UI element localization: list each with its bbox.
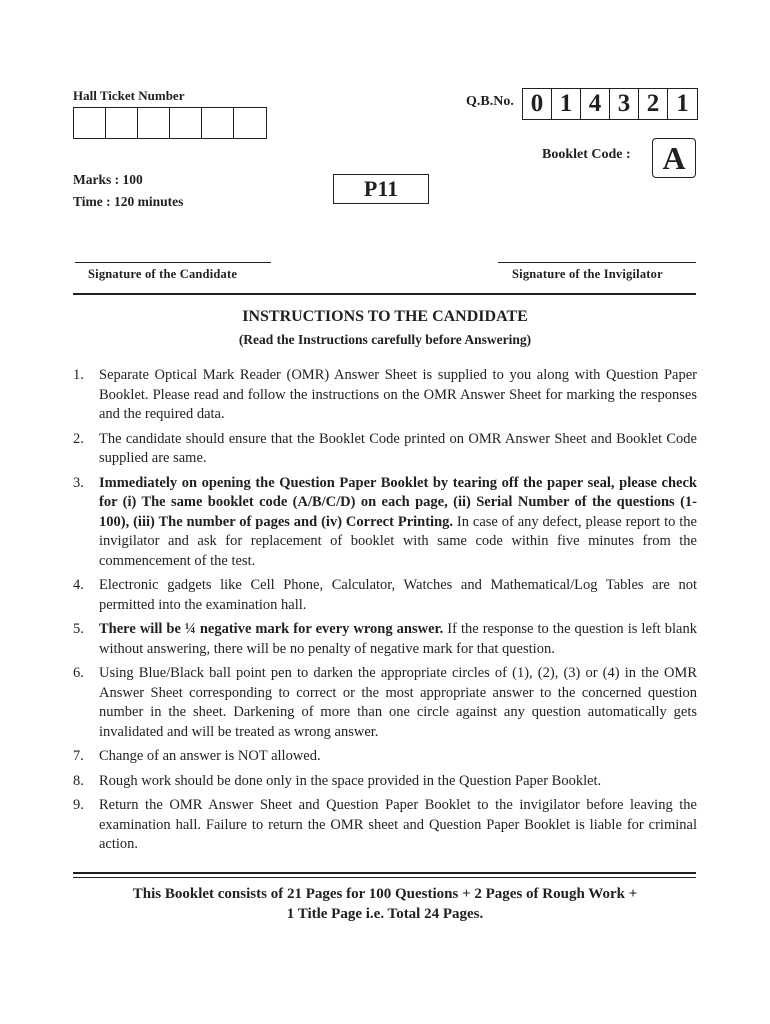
instruction-bold-text: There will be ¼ negative mark for every wrong answer. [99,621,444,637]
instruction-item [73,747,697,767]
instruction-number: 6. [73,665,84,681]
instruction-text [99,620,697,659]
hall-ticket-digit-box[interactable] [138,108,170,138]
instruction-text [99,747,697,767]
hall-ticket-digit-box[interactable] [170,108,202,138]
instruction-text [99,664,697,742]
paper-code-box: P11 [333,174,429,204]
instruction-body-text: In case of any defect, please report to the invigilator and ask for replacement of booklet with same code within five minutes from the commencement of the test. [99,513,697,569]
invigilator-signature-label: Signature of the Invigilator [512,267,663,281]
booklet-info-line-2: 1 Title Page i.e. Total 24 Pages. [286,906,484,922]
marks-text: Marks : 100 [73,172,143,187]
instructions-subtitle: (Read the Instructions carefully before Answering) [238,332,532,347]
instruction-text [99,576,697,615]
hall-ticket-digit-box[interactable] [74,108,106,138]
instruction-item [73,576,697,615]
qbno-digit: 1 [552,89,581,119]
instruction-number: 4. [73,577,84,593]
instruction-item [73,474,697,572]
instruction-body-text: Separate Optical Mark Reader (OMR) Answer Sheet is supplied to you along with Question Paper Booklet. Please read and follow the instructions on the OMR Answer Sheet for marking the responses and the required data. [99,367,697,422]
instruction-body-text: Return the OMR Answer Sheet and Question Paper Booklet to the invigilator before leaving the examination hall. Failure to return the OMR sheet and Question Paper Booklet is liable for criminal action. [99,797,697,852]
qbno-digit: 4 [581,89,610,119]
instruction-number: 1. [73,367,84,383]
instruction-body-text: Electronic gadgets like Cell Phone, Calculator, Watches and Mathematical/Log Tables are not permitted into the examination hall. [99,577,697,613]
booklet-code-label: Booklet Code : [542,147,631,162]
instruction-body-text: Change of an answer is NOT allowed. [99,748,321,764]
qbno-label: Q.B.No. [466,94,514,109]
instruction-number: 8. [73,772,84,789]
hall-ticket-digit-box[interactable] [106,108,138,138]
instruction-body-text: The candidate should ensure that the Booklet Code printed on OMR Answer Sheet and Booklet Code supplied are same. [99,430,697,466]
qbno-digit: 0 [523,89,552,119]
qbno-digit: 2 [639,89,668,119]
instruction-number: 7. [73,748,84,764]
instruction-bold-text: Immediately on opening the Question Paper Booklet by tearing off the paper seal, please check for (i) The same booklet code (A/B/C/D) on each page, (ii) Serial Number of the questions (1-100), (iii) The number of pages and (iv) Correct Printing. [99,474,697,530]
instruction-text [99,474,697,572]
hall-ticket-label: Hall Ticket Number [73,88,185,103]
hall-ticket-digit-box[interactable] [234,108,266,138]
instruction-text [99,366,697,425]
instruction-item [73,796,697,855]
instruction-number: 2. [73,430,84,447]
candidate-signature-label: Signature of the Candidate [88,267,238,281]
instruction-text [99,796,697,855]
footer-divider-thick [73,872,696,874]
instruction-text [99,772,697,792]
instruction-item [73,620,697,659]
time-text: Time : 120 minutes [73,194,184,209]
header-divider [73,293,696,295]
instruction-item [73,772,697,792]
candidate-signature-line[interactable] [75,262,271,263]
qbno-digit: 3 [610,89,639,119]
invigilator-signature-line[interactable] [498,262,696,263]
instruction-item [73,430,697,469]
instruction-body-text: Using Blue/Black ball point pen to darken the appropriate circles of (1), (2), (3) or (4) in the OMR Answer Sheet corresponding to correct or the most appropriate answer to the concerned question number in the sheet. Darkening of more than one circle against any question automatically gets invalidated and will be treated as wrong answer. [99,665,697,740]
booklet-info-line-1: This Booklet consists of 21 Pages for 100 Questions + 2 Pages of Rough Work + [132,886,638,902]
instruction-body-text: If the response to the question is left blank without answering, there will be no penalty of negative mark for that question. [99,621,697,657]
hall-ticket-digit-box[interactable] [202,108,234,138]
instructions-title: INSTRUCTIONS TO THE CANDIDATE [242,308,528,325]
instruction-item [73,664,697,742]
footer-divider-thin [73,877,696,878]
instruction-number: 5. [73,621,84,637]
instruction-number: 9. [73,797,84,813]
booklet-code-box: A [652,138,696,178]
qbno-boxes [522,88,698,120]
instruction-text [99,430,697,469]
qbno-digit: 1 [676,90,689,117]
instruction-body-text: Rough work should be done only in the space provided in the Question Paper Booklet. [99,772,602,789]
hall-ticket-number-boxes[interactable] [73,107,267,139]
instructions-list [73,366,697,860]
instruction-item [73,366,697,425]
instruction-number: 3. [73,474,84,491]
